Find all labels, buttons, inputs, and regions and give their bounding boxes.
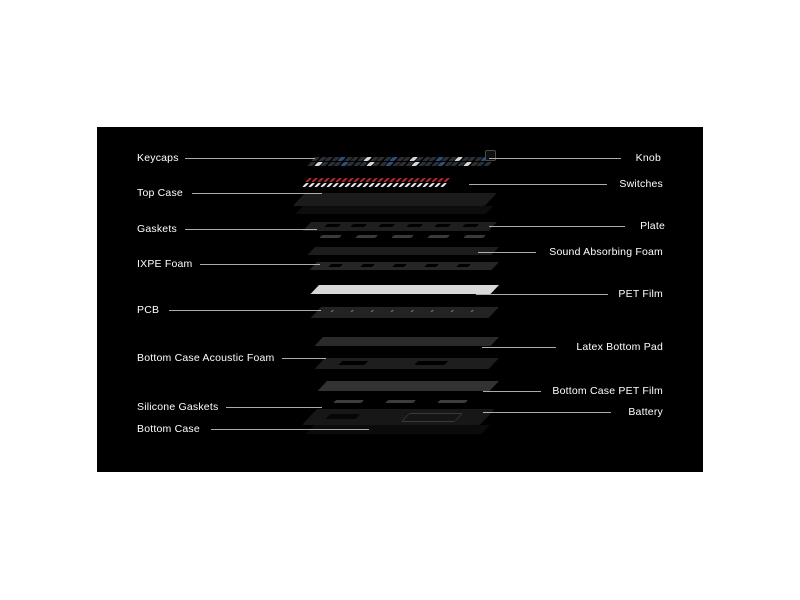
layer-top-case [305, 193, 505, 221]
layer-sound-absorbing-foam [315, 247, 515, 261]
label-pet-film: PET Film [618, 288, 663, 300]
leader-line-bottom-case-acoustic-foam [282, 358, 326, 359]
knob-part [485, 150, 496, 161]
layer-ixpe-foam [317, 262, 517, 276]
leader-line-gaskets [185, 229, 317, 230]
layer-keycaps [315, 149, 495, 165]
label-bottom-case: Bottom Case [137, 423, 200, 435]
layer-bottom-case-pet-film [327, 381, 527, 397]
label-bottom-case-acoustic-foam: Bottom Case Acoustic Foam [137, 352, 275, 364]
label-ixpe-foam: IXPE Foam [137, 258, 193, 270]
leader-line-bottom-case [211, 429, 369, 430]
label-latex-bottom-pad: Latex Bottom Pad [576, 341, 663, 353]
leader-line-ixpe-foam [200, 264, 320, 265]
layer-switches [309, 175, 499, 191]
label-top-case: Top Case [137, 187, 183, 199]
leader-line-keycaps [185, 158, 315, 159]
layer-gaskets [313, 234, 513, 248]
battery-part [401, 413, 464, 422]
layer-bottom-case-acoustic-foam [325, 358, 525, 376]
label-silicone-gaskets: Silicone Gaskets [137, 401, 219, 413]
label-pcb: PCB [137, 304, 160, 316]
exploded-view-diagram [97, 127, 703, 472]
label-knob: Knob [635, 152, 661, 164]
label-battery: Battery [628, 406, 663, 418]
layer-latex-bottom-pad [323, 337, 523, 351]
label-sound-absorbing-foam: Sound Absorbing Foam [549, 246, 663, 258]
leader-line-top-case [192, 193, 322, 194]
label-bottom-case-pet-film: Bottom Case PET Film [552, 385, 663, 397]
label-gaskets: Gaskets [137, 223, 177, 235]
layer-pet-film [319, 285, 519, 299]
layer-pcb [321, 307, 521, 327]
leader-line-pcb [169, 310, 321, 311]
label-switches: Switches [619, 178, 663, 190]
leader-line-silicone-gaskets [226, 407, 322, 408]
label-plate: Plate [640, 220, 665, 232]
label-keycaps: Keycaps [137, 152, 179, 164]
